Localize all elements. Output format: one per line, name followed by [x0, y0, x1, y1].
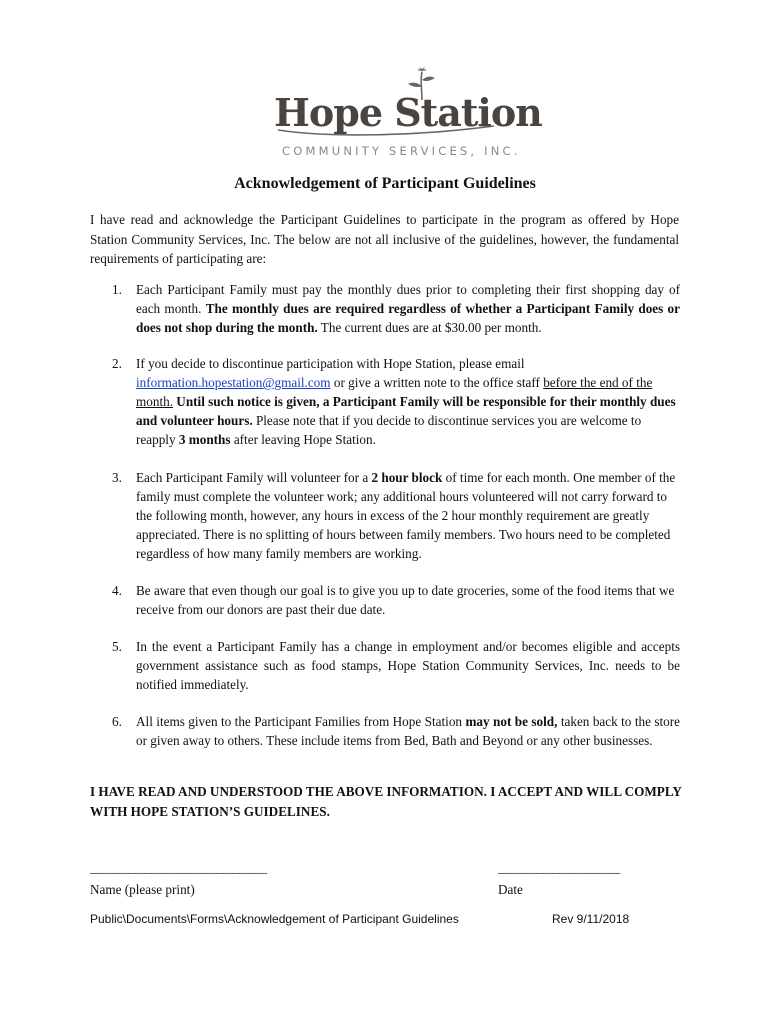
intro-paragraph: I have read and acknowledge the Participant Guidelines to participate in the program as offered by Hope Station Community Services, Inc. The below are not all inclusive of the guidelines, however, the fundamental requirements of participating are:	[90, 212, 679, 266]
item-bold-text: Until such notice is given, a Participant Family will be responsible for their monthly dues and volunteer hours.	[136, 394, 676, 428]
item-number: 3.	[112, 470, 122, 485]
item-text: All items given to the Participant Families from Hope Station	[136, 714, 466, 729]
item-underlined-text: before the end of the month.	[136, 375, 653, 409]
name-signature-line[interactable]: ________________________________	[90, 860, 266, 875]
item-number: 5.	[112, 639, 122, 654]
page-title: Acknowledgement of Participant Guidelines	[234, 175, 536, 192]
item-text: Be aware that even though our goal is to give you up to date groceries, some of the food items that we receive from our donors are past their due date.	[136, 583, 675, 617]
footer-revision: Rev 9/11/2018	[552, 912, 630, 926]
date-label: Date	[498, 882, 523, 897]
item-bold-text: The monthly dues are required regardless of whether a Participant Family does or does not shop during the month.	[136, 301, 681, 335]
item-text: Please note that if you decide to discontinue services you are welcome to reapply	[136, 413, 642, 447]
item-number: 2.	[112, 356, 122, 371]
item-text: taken back to the store or given away to others. These include items from Bed, Bath and Beyond or any other businesses.	[136, 714, 680, 748]
item-text: of time for each month. One member of the family must complete the volunteer work; any additional hours volunteered will not carry forward to the following month, however, any hours in excess of the 2 hour monthly requirement are greatly appreciated. There is no splitting of hours between family members. Two hours need to be completed regardless of how many family members are working.	[136, 470, 676, 561]
item-text: Each Participant Family must pay the monthly dues prior to completing their first shopping day of each month.	[136, 282, 680, 316]
acknowledgement-statement: I HAVE READ AND UNDERSTOOD THE ABOVE INFORMATION. I ACCEPT AND WILL COMPLY WITH HOPE STATION’S GUIDELINES.	[90, 784, 682, 819]
item-text: after leaving Hope Station.	[230, 432, 376, 447]
email-link[interactable]: information.hopestation@gmail.com	[136, 375, 331, 390]
logo-tagline: COMMUNITY SERVICES, INC.	[282, 144, 521, 158]
item-text: Each Participant Family will volunteer for a	[136, 470, 372, 485]
item-bold-text: 3 months	[178, 432, 231, 447]
item-number: 4.	[112, 583, 122, 598]
item-bold-text: may not be sold,	[465, 714, 558, 729]
name-label: Name (please print)	[90, 882, 195, 897]
item-number: 1.	[112, 282, 122, 297]
item-text: If you decide to discontinue participation with Hope Station, please email	[136, 356, 525, 371]
logo-wordmark: Hope Station	[274, 90, 542, 135]
item-text: or give a written note to the office staff	[330, 375, 544, 390]
item-number: 6.	[112, 714, 122, 729]
date-signature-line[interactable]: ______________________	[498, 860, 619, 875]
item-text: The current dues are at $30.00 per month.	[317, 320, 542, 335]
hope-station-logo	[270, 66, 542, 162]
footer-file-path: Public\Documents\Forms\Acknowledgement of Participant Guidelines	[90, 912, 459, 926]
item-bold-text: 2 hour block	[371, 470, 443, 485]
item-text: In the event a Participant Family has a change in employment and/or becomes eligible and accepts government assistance such as food stamps, Hope Station Community Services, Inc. needs to be notified immediately.	[136, 639, 680, 692]
